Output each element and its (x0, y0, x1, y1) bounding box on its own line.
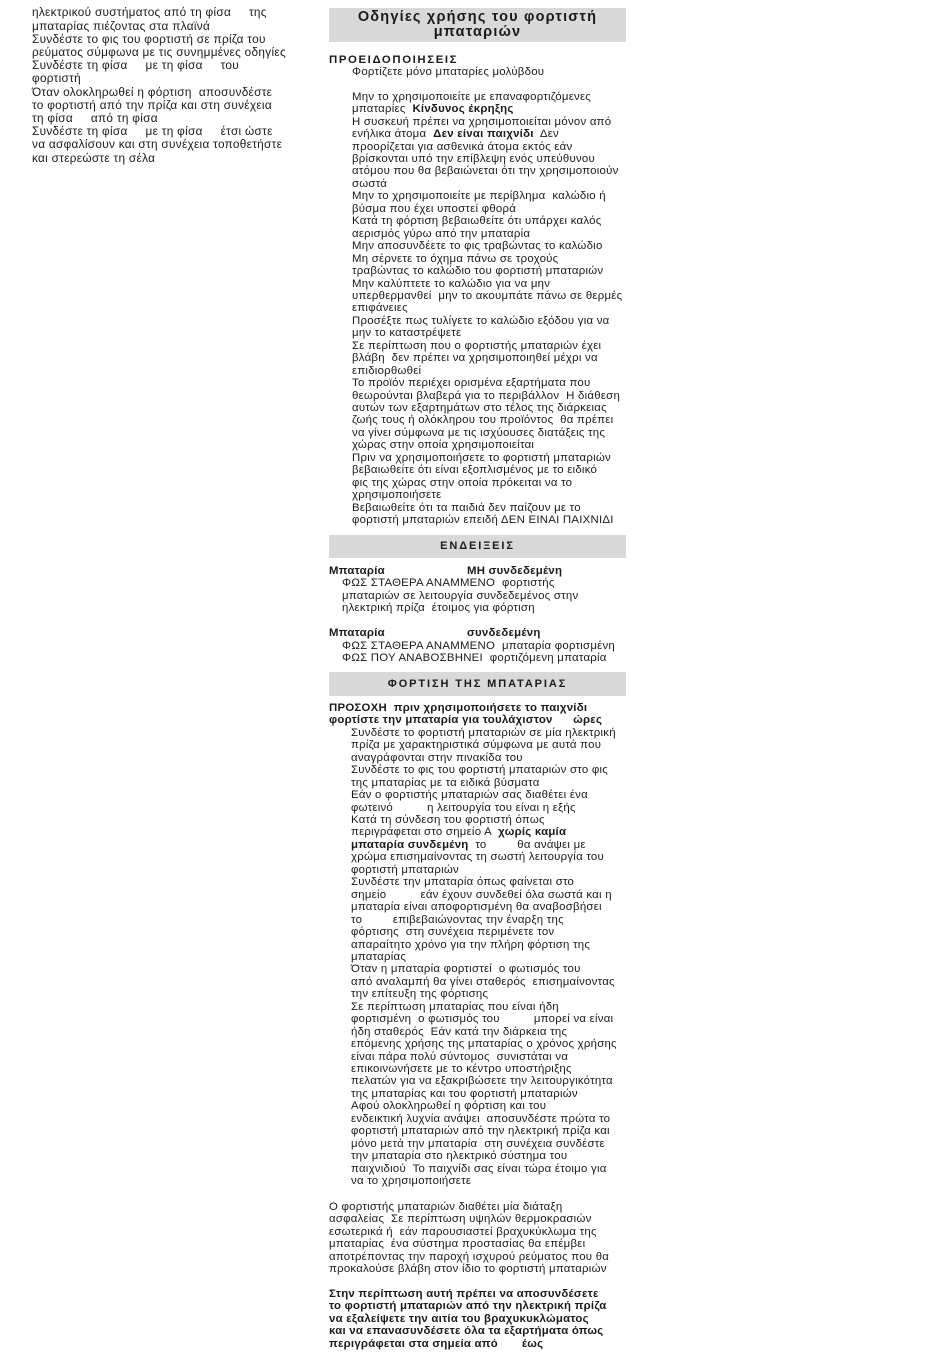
indicators-list (329, 565, 626, 665)
text-line: χρώμα επισημαίνοντας τη σωστή λειτουργία του (351, 851, 604, 864)
text-line: Μην το χρησιμοποιείτε με επαναφορτιζόμενες (352, 90, 592, 103)
paragraph (352, 91, 622, 527)
text-line: Αφού ολοκληρωθεί η φόρτιση και του (351, 1100, 547, 1113)
text-line (351, 839, 617, 851)
text-line: ηλεκτρικού συστήματος από τη φίσα της (32, 5, 267, 20)
text-line: τραβώντας το καλώδιο του φορτιστή μπαταριών (352, 265, 604, 278)
text-line: φορτιστή (32, 71, 81, 86)
caution-note (329, 702, 602, 727)
indicator-state: συνδεδεμένη (467, 627, 541, 640)
text-line: χώρας στην οποία χρησιμοποιείται (352, 439, 535, 452)
text-run: Δεν (533, 128, 560, 141)
text-line: Σε περίπτωση που ο φορτιστής μπαταριών έχει (352, 339, 602, 352)
text-line: βεβαιωθείτε ότι είναι εξοπλισμένος με το ειδικό (352, 464, 598, 477)
text-line: Συνδέστε το φις του φορτιστή σε πρίζα του (32, 31, 266, 46)
text-line: Όταν η μπαταρία φορτιστεί ο φωτισμός του (351, 963, 581, 976)
text-line: επικοινωνήσετε με το κέντρο υποστήριξης (351, 1063, 572, 1076)
indicator-battery-label: Μπαταρία (329, 627, 385, 640)
text-line: Στην περίπτωση αυτή πρέπει να αποσυνδέσετε (329, 1287, 599, 1300)
text-line: την επίτευξη της φόρτισης (351, 988, 489, 1001)
text-line: αναγράφονται στην πινακίδα του (351, 751, 523, 764)
text-line: ατόμου που θα βεβαιώνεται ότι την χρησιμοποιούν (352, 165, 619, 178)
text-line: της μπαταρίας και του φορτιστή μπαταριών (351, 1087, 578, 1100)
text-line: να το χρησιμοποιήσετε (351, 1175, 472, 1188)
bold-text: Δεν είναι παιχνίδι (433, 128, 534, 141)
indicator-description (329, 577, 626, 614)
text-line: ηλεκτρική πρίζα έτοιμος για φόρτιση (342, 602, 535, 615)
text-line: βύσμα που έχει υποστεί φθορά (352, 202, 517, 215)
text-line: προκαλούσε βλάβη στον ίδιο το φορτιστή μπαταριών (329, 1263, 607, 1276)
text-line: το επιβεβαιώνοντας την έναρξη της (351, 913, 564, 926)
safety-device-note (329, 1201, 609, 1276)
text-run: μπαταρίες (352, 103, 413, 116)
text-line: Φορτίζετε μόνο μπαταρίες μολύβδου (352, 65, 545, 78)
indicator-battery-connected (329, 627, 626, 664)
charging-band (329, 672, 626, 696)
indicator-header (329, 565, 626, 577)
paragraph (352, 66, 622, 78)
text-line: μπαταρία είναι αποφορτισμένη θα αναβοσβήσει (351, 901, 602, 914)
indicators-band (329, 535, 626, 558)
indicator-header (329, 627, 626, 639)
text-line: ρεύματος σύμφωνα με τις συνημμένες οδηγίες (32, 45, 286, 59)
charging-steps (351, 727, 617, 1188)
text-line: Βεβαιωθείτε ότι τα παιδιά δεν παίζουν με το (352, 501, 581, 514)
text-line: τη φίσα από τη φίσα (32, 111, 158, 126)
text-line: φορτισμένη ο φωτισμός του μπορεί να είναι (351, 1013, 614, 1026)
short-circuit-note (329, 1288, 606, 1350)
text-line: ΦΩΣ ΠΟΥ ΑΝΑΒΟΣΒΗΝΕΙ φορτιζόμενη μπαταρία (342, 651, 607, 664)
bold-text: Κίνδυνος έκρηξης (412, 103, 514, 116)
text-line: Όταν ολοκληρωθεί η φόρτιση αποσυνδέστε (32, 84, 273, 99)
text-line: Πριν να χρησιμοποιήσετε το φορτιστή μπαταριών (352, 451, 611, 464)
text-line: πρίζα με χαρακτηριστικά σύμφωνα με αυτά που (351, 739, 602, 752)
text-line: φορτιστή μπαταριών (351, 863, 459, 876)
text-run: ενήλικα άτομα (352, 128, 434, 141)
text-line: να εξαλείψετε την αιτία του βραχυκυκλώματος (329, 1312, 589, 1325)
text-line: είναι πάρα πολύ σύντομος συνιστάται να (351, 1050, 569, 1063)
text-line: ΦΩΣ ΣΤΑΘΕΡΑ ΑΝΑΜΜΕΝΟ φορτιστής (342, 577, 555, 590)
text-line: ασφαλείας Σε περίπτωση υψηλών θερμοκρασιών (329, 1213, 592, 1226)
text-line: Συνδέστε την μπαταρία όπως φαίνεται στο (351, 876, 575, 889)
text-line (352, 128, 622, 140)
bold-text: μπαταρία συνδεμένη (351, 838, 469, 851)
text-line: βρίσκονται υπό την επίβλεψη ενός υπεύθυνου (352, 152, 595, 165)
text-line: μπαταριών σε λειτουργία συνδεδεμένος στην (342, 589, 579, 602)
text-line: Συνδέστε το φις του φορτιστή μπαταριών στο φις (351, 764, 609, 777)
text-line: χρησιμοποιήσετε (352, 489, 442, 502)
text-line: και στερεώστε τη σέλα (32, 150, 156, 165)
text-line: Μην αποσυνδέετε το φις τραβώντας το καλώδιο (352, 240, 603, 253)
text-line: θεωρούνται βλαβερά για το περιβάλλον Η διάθεση (352, 389, 621, 402)
bold-text: χωρίς καμία (498, 826, 567, 839)
text-run: περιγράφεται στο σημείο Α (351, 826, 499, 839)
text-line: φορτιστή μπαταριών επειδή ΔΕΝ ΕΙΝΑΙ ΠΑΙΧΝΙΔΙ (352, 514, 614, 527)
text-run: το θα ανάψει με (468, 838, 586, 851)
text-line: παιχνιδιού Το παιχνίδι σας είναι τώρα έτοιμο για (351, 1162, 607, 1175)
text-line: Κατά τη φόρτιση βεβαιωθείτε ότι υπάρχει καλός (352, 215, 602, 228)
text-line: ΠΡΟΣΟΧΗ πριν χρησιμοποιήσετε το παιχνίδι (329, 701, 588, 714)
text-line: πελατών για να εξακριβώσετε την λειτουργικότητα (351, 1075, 613, 1088)
text-line: Συνδέστε το φορτιστή μπαταριών σε μία ηλεκτρική (351, 726, 616, 739)
text-line: ενδεικτική λυχνία ανάψει αποσυνδέστε πρώτα το (351, 1112, 611, 1125)
text-line: ζωής τους ή ολόκληρου του προϊόντος θα πρέπει (352, 414, 614, 427)
text-line: σημείο εάν έχουν συνδεθεί όλα σωστά και η (351, 888, 612, 901)
text-line: προορίζεται για ασθενικά άτομα εκτός εάν (352, 140, 573, 153)
page-title: Οδηγίες χρήσης του φορτιστή μπαταριών (357, 9, 598, 40)
text-line: απαραίτητο χρόνο για την πλήρη φόρτιση της (351, 938, 591, 951)
text-line (352, 103, 622, 115)
text-line: σωστά (352, 177, 388, 190)
charging-heading: ΦΟΡΤΙΣΗ ΤΗΣ ΜΠΑΤΑΡΙΑΣ (387, 678, 568, 690)
indicators-heading: ΕΝΔΕΙΞΕΙΣ (440, 540, 515, 552)
indicator-battery-disconnected (329, 565, 626, 615)
text-line: περιγράφεται στα σημεία από έως (329, 1337, 544, 1350)
indicator-description (329, 640, 626, 665)
text-line: Μην το χρησιμοποιείτε με περίβλημα καλώδιο ή (352, 190, 606, 203)
text-line: φορτίστε την μπαταρία για τουλάχιστον ώρες (329, 714, 603, 727)
text-line: εσωτερικά ή εάν παρουσιαστεί βραχυκύκλωμα της (329, 1225, 597, 1238)
text-line: Συνδέστε τη φίσα με τη φίσα του (32, 58, 239, 73)
text-line: ΦΩΣ ΣΤΑΘΕΡΑ ΑΝΑΜΜΕΝΟ μπαταρία φορτισμένη (342, 639, 615, 652)
text-line: μπαταρίας ένα σύστημα προστασίας θα επέμβει (329, 1238, 586, 1251)
text-line: και να επανασυνδέσετε όλα τα εξαρτήματα όπως (329, 1325, 604, 1338)
text-line: Προσέξτε πως τυλίγετε το καλώδιο εξόδου για να (352, 314, 610, 327)
text-line: μπαταρίας πιέζοντας στα πλαϊνά (32, 18, 211, 33)
text-line: αυτών των εξαρτημάτων στο τέλος της διάρκειας (352, 402, 607, 415)
text-line: φόρτισης στη συνέχεια περιμένετε τον (351, 926, 555, 939)
warnings-list (352, 66, 622, 527)
text-line: αποτρέποντας την παροχή ισχυρού ρεύματος που θα (329, 1250, 610, 1263)
text-line: επιδιορθωθεί (352, 364, 422, 377)
text-line: Σε περίπτωση μπαταρίας που είναι ήδη (351, 1000, 559, 1013)
text-line: Ο φορτιστής μπαταριών διαθέτει μία διάταξη (329, 1200, 563, 1213)
text-line: την μπαταρία στο ηλεκτρικό σύστημα του (351, 1150, 568, 1163)
text-line: Συνδέστε τη φίσα με τη φίσα έτσι ώστε (32, 124, 273, 139)
text-line: ήδη σταθερός Εάν κατά την διάρκεια της (351, 1025, 568, 1038)
text-line: της μπαταρίας με τα ειδικά βύσματα (351, 776, 540, 789)
warnings-heading: ΠΡΟΕΙΔΟΠΟΙΗΣΕΙΣ (329, 53, 459, 66)
text-line: μόνο μετά την μπαταρία στη συνέχεια συνδέστε (351, 1137, 605, 1150)
text-line: Μη σέρνετε το όχημα πάνω σε τροχούς (352, 252, 559, 265)
text-line: Εάν ο φορτιστής μπαταριών σας διαθέτει ένα (351, 789, 588, 802)
text-line: το φορτιστή μπαταριών από την ηλεκτρική πρίζα (329, 1300, 607, 1313)
text-line: από αναλαμπή θα γίνει σταθερός επισημαίνοντας (351, 975, 615, 988)
text-line: Μην καλύπτετε το καλώδιο για να μην (352, 277, 551, 290)
text-line: Το προϊόν περιέχει ορισμένα εξαρτήματα που (352, 377, 591, 390)
text-line: να ασφαλίσουν και στη συνέχεια τοποθετήστε (32, 137, 283, 152)
text-line: υπερθερμανθεί μην το ακουμπάτε πάνω σε θερμές (352, 289, 623, 302)
text-line: να γίνει σύμφωνα με τις ισχύουσες διατάξεις της (352, 426, 606, 439)
indicator-state: ΜΗ συνδεδεμένη (467, 564, 563, 577)
text-line: μπαταρίας (351, 950, 407, 963)
text-line: φωτεινό η λειτουργία του είναι η εξής (351, 801, 576, 814)
title-box (329, 8, 626, 42)
text-line: βλάβη δεν πρέπει να χρησιμοποιηθεί μέχρι να (352, 352, 598, 365)
text-line: μην το καταστρέψετε (352, 327, 462, 340)
indicator-battery-label: Μπαταρία (329, 564, 385, 577)
left-column-text (32, 6, 286, 164)
text-line (351, 826, 617, 838)
text-line: επόμενης χρήσης της μπαταρίας ο χρόνος χρήσης (351, 1038, 617, 1051)
text-line: αερισμός γύρω από την μπαταρία (352, 227, 531, 240)
text-line: το φορτιστή από την πρίζα και στη συνέχεια (32, 97, 272, 112)
text-line: φορτιστή μπαταριών από την ηλεκτρική πρίζα και (351, 1125, 610, 1138)
text-line: Η συσκευή πρέπει να χρησιμοποιείται μόνον από (352, 115, 612, 128)
text-line: Κατά τη σύνδεση του φορτιστή όπως (351, 813, 545, 826)
text-line: φις της χώρας στην οποία πρόκειται να το (352, 476, 573, 489)
text-line: επιφάνειες (352, 302, 408, 315)
